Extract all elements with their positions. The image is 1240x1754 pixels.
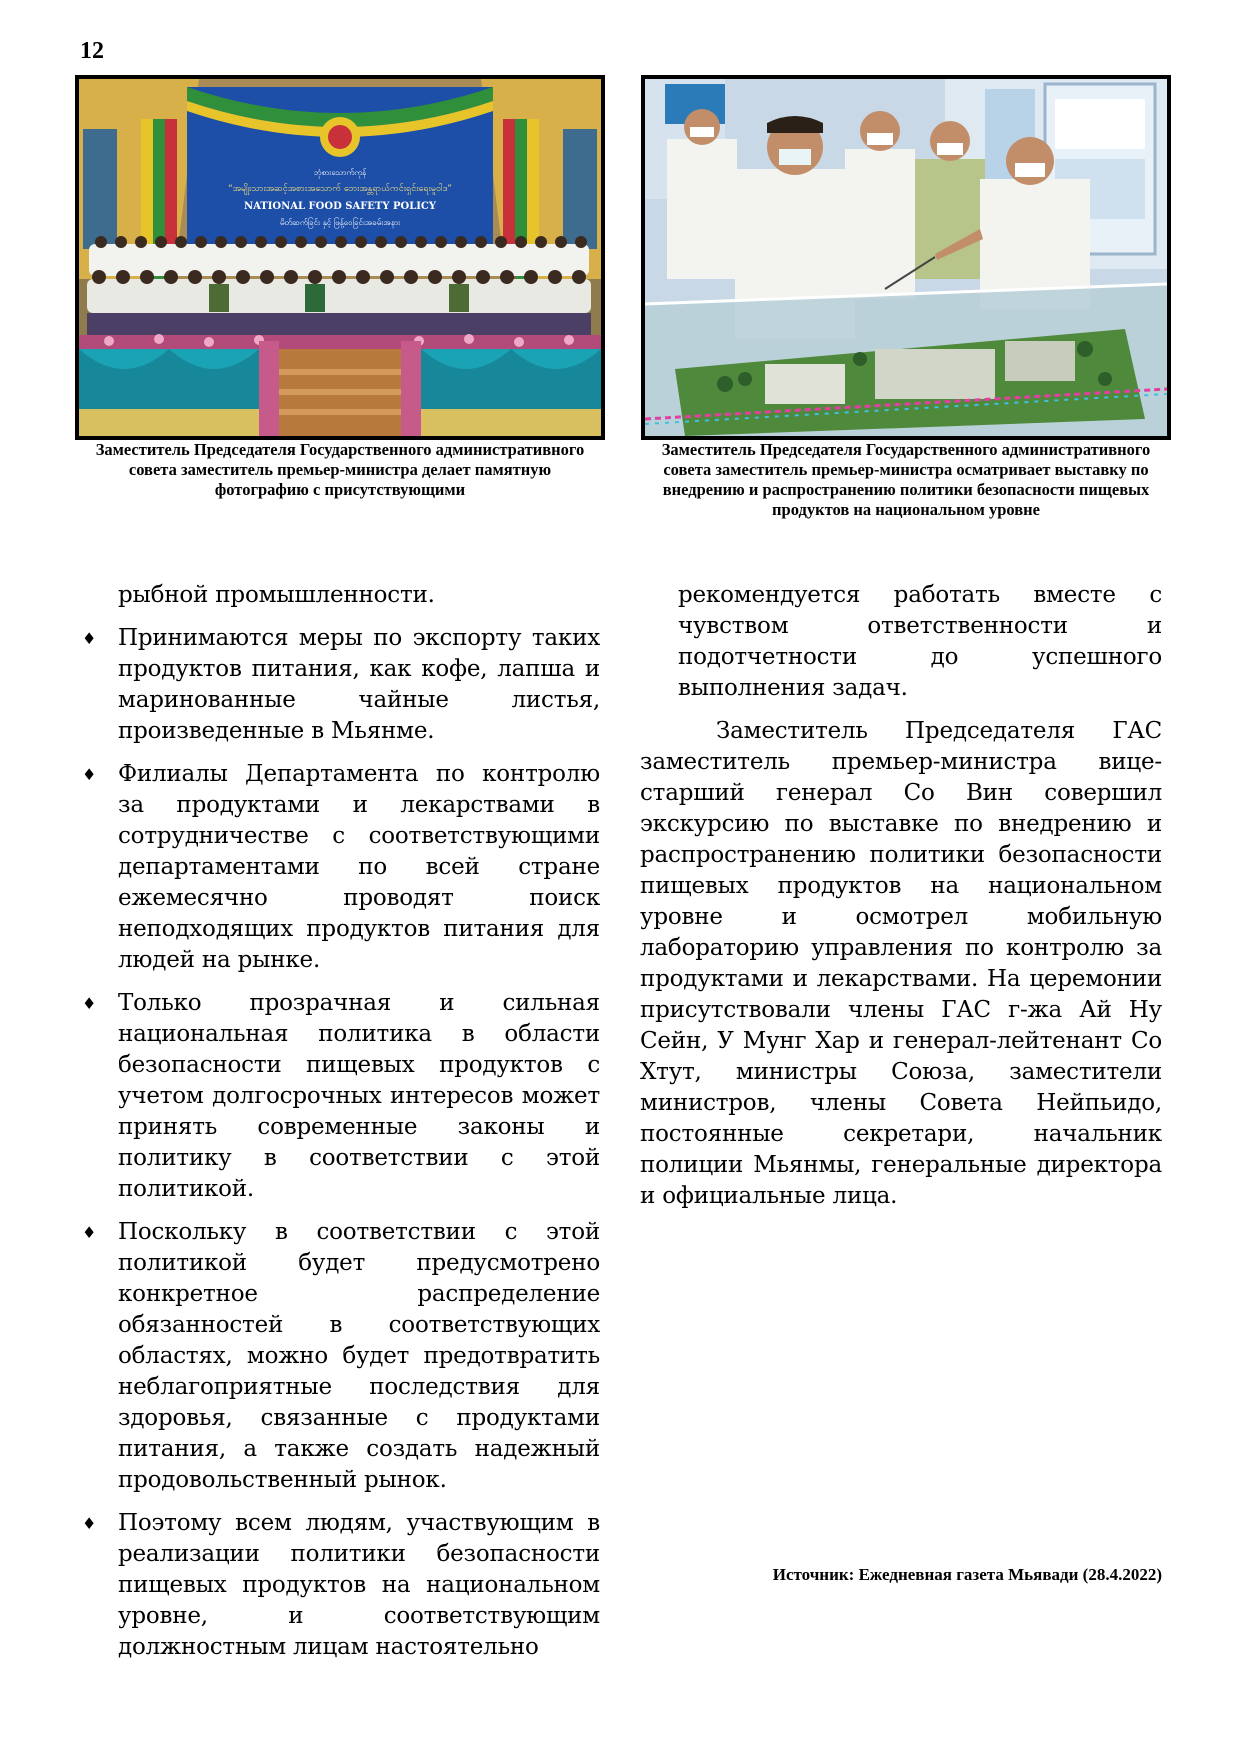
banner-english-title: NATIONAL FOOD SAFETY POLICY xyxy=(243,201,437,212)
bullet-item xyxy=(80,1508,600,1663)
bullet-text: Поскольку в соответствии с этой политикой будет предусмотрено конкретное распределение обязанностей в соответствующих областях, можно будет предотвратить неблагоприятные последствия для здоровья, связанные с продуктами питания, а также создать надежный продовольственный рынок. xyxy=(118,1219,600,1493)
photo-caption-left: Заместитель Председателя Государственного административного совета заместитель премьер-министра делает памятную фотографию с присутствующими xyxy=(95,440,585,499)
page-number: 12 xyxy=(80,38,104,64)
continuation-paragraph: рекомендуется работать вместе с чувством ответственности и подотчетности до успешного выполнения задач. xyxy=(678,582,1162,701)
bullet-text: Принимаются меры по экспорту таких продуктов питания, как кофе, лапша и маринованные чайные листья, произведенные в Мьянме. xyxy=(118,625,600,744)
right-text-column xyxy=(640,580,1162,1224)
ceremony-group-photo xyxy=(75,75,605,440)
exhibition-photo-illustration xyxy=(645,79,1167,436)
diamond-bullet-icon: ♦ xyxy=(82,1514,97,1533)
diamond-bullet-icon: ♦ xyxy=(82,629,97,648)
bullet-text: Поэтому всем людям, участвующим в реализации политики безопасности пищевых продуктов на национальном уровне, и соответствующим должностным лицам настоятельно xyxy=(118,1510,600,1660)
bullet-item xyxy=(80,623,600,747)
diamond-bullet-icon: ♦ xyxy=(82,1223,97,1242)
body-paragraph: Заместитель Председателя ГАС заместитель премьер-министра вице-старший генерал Со Вин совершил экскурсию по выставке по внедрению и распространению политики безопасности пищевых продуктов на национальном уровне и осмотрел мобильную лабораторию управления по контролю за продуктами и лекарствами. На церемонии присутствовали члены ГАС г-жа Ай Ну Сейн, У Мунг Хар и генерал-лейтенант Со Хтут, министры Союза, заместители министров, члены Совета Нейпьидо, постоянные секретари, начальник полиции Мьянмы, генеральные директора и официальные лица. xyxy=(640,718,1162,1209)
bullet-text: Филиалы Департамента по контролю за продуктами и лекарствами в сотрудничестве с соответствующими департаментами по всей стране ежемесячно проводят поиск неподходящих продуктов питания для людей на рынке. xyxy=(118,761,600,973)
bullet-text: Только прозрачная и сильная национальная политика в области безопасности пищевых продуктов с учетом долгосрочных интересов может принять современные законы и политику в соответствии с этой политикой. xyxy=(118,990,600,1202)
left-text-column xyxy=(80,580,600,1675)
banner-quote: “အမျိုးသားအဆင့်အစားအသောက် ဘေးအန္တရာယ်ကင်းရှင်းရေးမူဝါဒ” xyxy=(228,184,452,194)
continuation-paragraph: рыбной промышленности. xyxy=(118,582,435,608)
diamond-bullet-icon: ♦ xyxy=(82,994,97,1013)
source-credit: Источник: Ежедневная газета Мьявади (28.4.2022) xyxy=(772,1565,1162,1584)
banner-myanmar-bottom: မိတ်ဆက်ခြင်း နှင့် ဖြန့်ဝေခြင်းအခမ်းအနား xyxy=(279,218,401,227)
diamond-bullet-icon: ♦ xyxy=(82,765,97,784)
bullet-item xyxy=(80,1217,600,1496)
banner-myanmar-top: ဘုံစားသောက်ကုန် xyxy=(313,168,367,177)
exhibition-inspection-photo xyxy=(641,75,1171,440)
ceremony-photo-illustration xyxy=(79,79,601,436)
photo-caption-right: Заместитель Председателя Государственного административного совета заместитель премьер-министра осматривает выставку по внедрению и распространению политики безопасности пищевых продуктов на национальном уровне xyxy=(661,440,1151,519)
bullet-item xyxy=(80,759,600,976)
bullet-item xyxy=(80,988,600,1205)
